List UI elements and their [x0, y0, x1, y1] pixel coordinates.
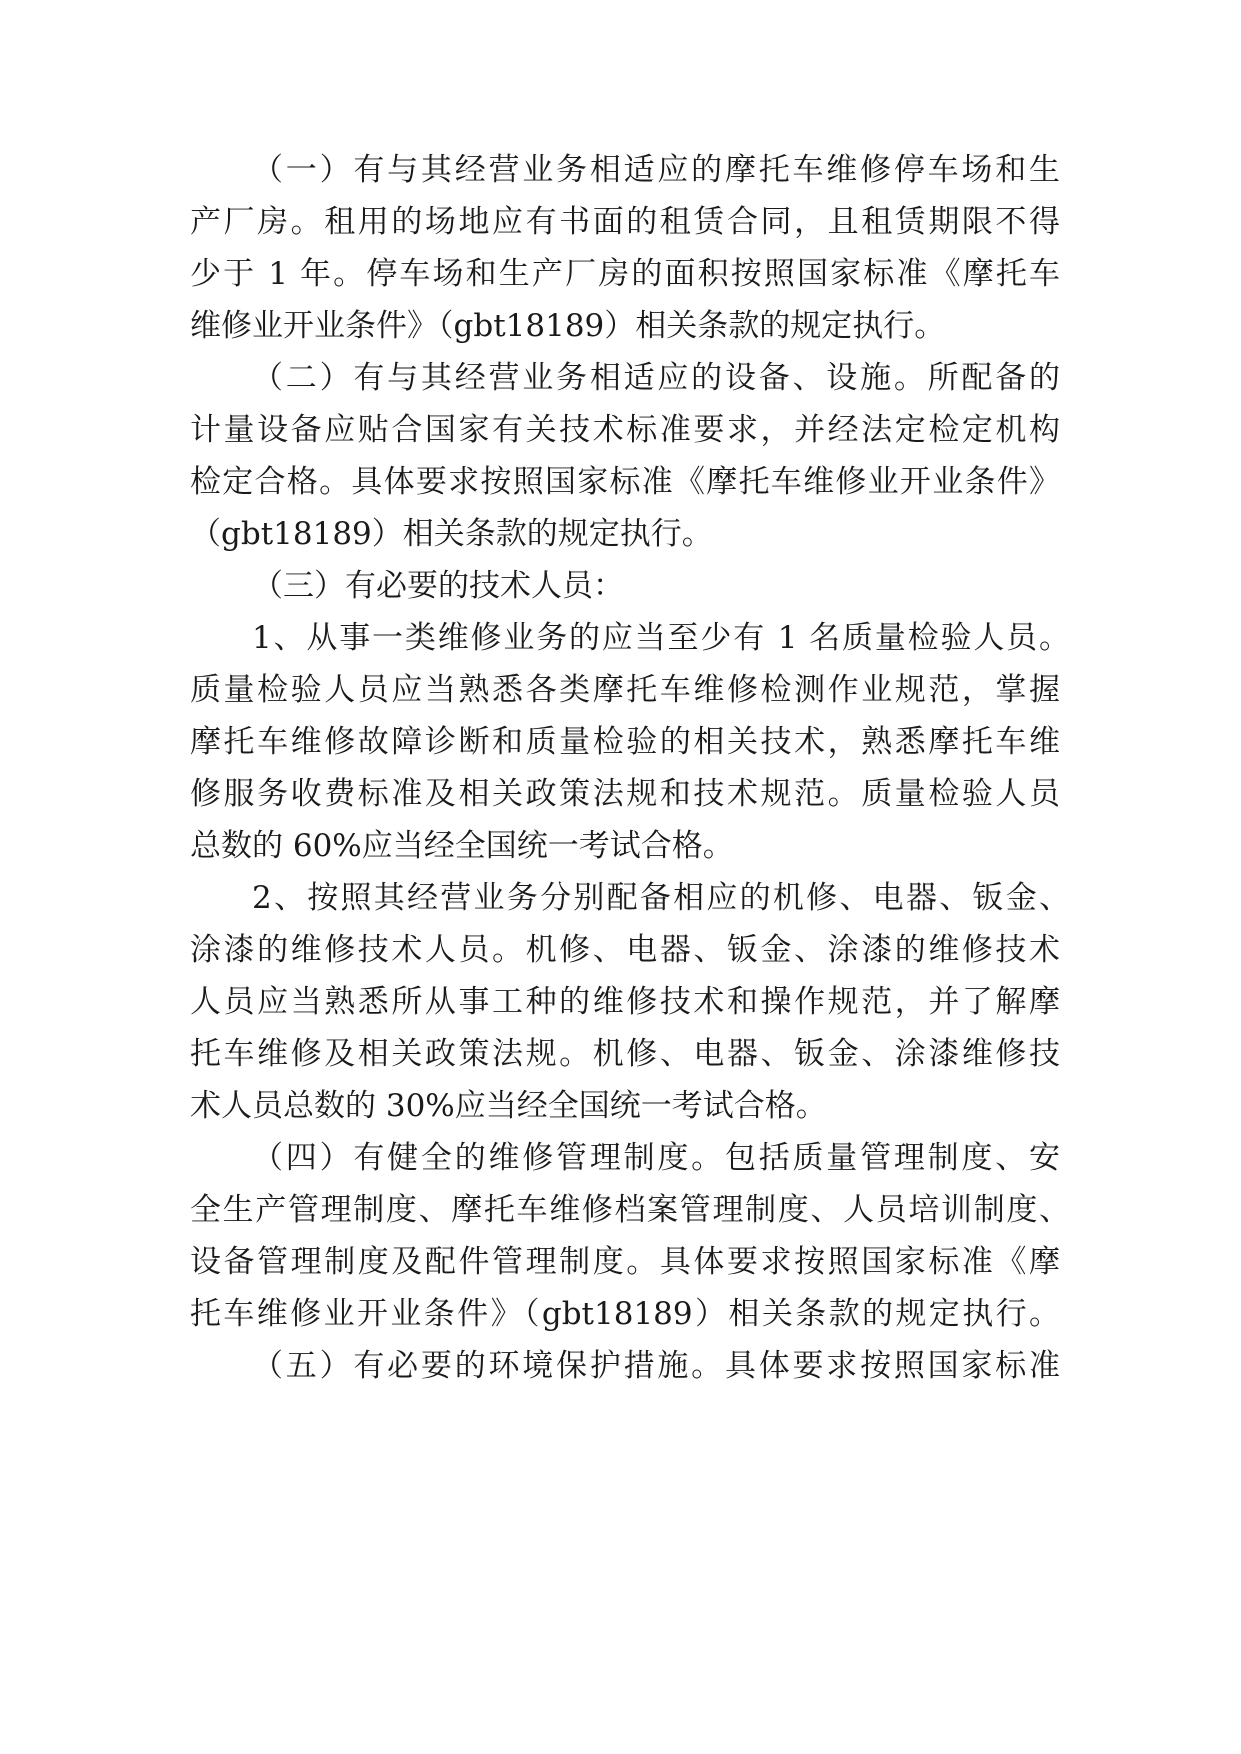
item-2-line-3: 人员应当熟悉所从事工种的维修技术和操作规范，并了解摩: [190, 984, 1060, 1020]
item-1-line-2: 质量检验人员应当熟悉各类摩托车维修检测作业规范，掌握: [190, 672, 1060, 708]
para-1-line-3: 少于 1 年。停车场和生产厂房的面积按照国家标准《摩托车: [190, 256, 1060, 292]
item-1-line-3: 摩托车维修故障诊断和质量检验的相关技术，熟悉摩托车维: [190, 724, 1060, 760]
para-3-heading: （三）有必要的技术人员：: [252, 568, 624, 604]
para-1-line-1: （一）有与其经营业务相适应的摩托车维修停车场和生: [252, 152, 1060, 188]
para-1-line-2: 产厂房。租用的场地应有书面的租赁合同，且租赁期限不得: [190, 204, 1060, 240]
item-2-line-2: 涂漆的维修技术人员。机修、电器、钣金、涂漆的维修技术: [190, 932, 1060, 968]
item-1-line-4: 修服务收费标准及相关政策法规和技术规范。质量检验人员: [190, 776, 1060, 812]
para-2-line-3: 检定合格。具体要求按照国家标准《摩托车维修业开业条件》: [190, 464, 1060, 500]
para-4-line-4: 托车维修业开业条件》（gbt18189）相关条款的规定执行。: [190, 1296, 1060, 1332]
item-2-line-1: 2、按照其经营业务分别配备相应的机修、电器、钣金、: [252, 880, 1070, 916]
para-1-line-4: 维修业开业条件》（gbt18189）相关条款的规定执行。: [190, 308, 946, 344]
para-2-line-2: 计量设备应贴合国家有关技术标准要求，并经法定检定机构: [190, 412, 1060, 448]
para-2-line-1: （二）有与其经营业务相适应的设备、设施。所配备的: [252, 360, 1060, 396]
item-1-line-5: 总数的 60%应当经全国统一考试合格。: [190, 828, 734, 864]
para-4-line-1: （四）有健全的维修管理制度。包括质量管理制度、安: [252, 1140, 1060, 1176]
para-4-line-3: 设备管理制度及配件管理制度。具体要求按照国家标准《摩: [190, 1244, 1060, 1280]
para-4-line-2: 全生产管理制度、摩托车维修档案管理制度、人员培训制度、: [190, 1192, 1070, 1228]
para-5-line-1: （五）有必要的环境保护措施。具体要求按照国家标准: [252, 1348, 1060, 1384]
item-1-line-1: 1、从事一类维修业务的应当至少有 1 名质量检验人员。: [252, 620, 1070, 656]
para-2-line-4: （gbt18189）相关条款的规定执行。: [190, 516, 713, 552]
item-2-line-5: 术人员总数的 30%应当经全国统一考试合格。: [190, 1088, 827, 1124]
item-2-line-4: 托车维修及相关政策法规。机修、电器、钣金、涂漆维修技: [190, 1036, 1060, 1072]
